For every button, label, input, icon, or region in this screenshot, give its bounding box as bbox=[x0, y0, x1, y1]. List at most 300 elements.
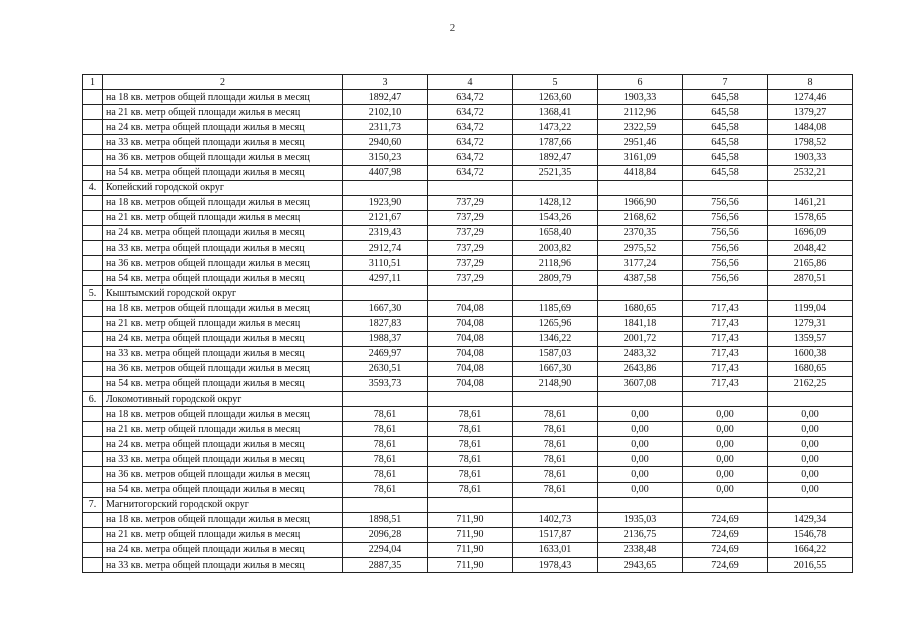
value-cell: 737,29 bbox=[428, 195, 513, 210]
value-cell: 737,29 bbox=[428, 271, 513, 286]
table-row bbox=[83, 195, 853, 210]
value-cell: 1359,57 bbox=[768, 331, 853, 346]
empty-cell bbox=[83, 467, 103, 482]
value-cell: 2148,90 bbox=[513, 376, 598, 391]
empty-cell bbox=[83, 241, 103, 256]
table-row bbox=[83, 482, 853, 497]
table-body bbox=[83, 90, 853, 573]
value-cell: 711,90 bbox=[428, 542, 513, 557]
row-label: на 18 кв. метров общей площади жилья в месяц bbox=[103, 512, 343, 527]
value-cell: 1428,12 bbox=[513, 195, 598, 210]
empty-cell bbox=[343, 391, 428, 406]
value-cell: 0,00 bbox=[683, 422, 768, 437]
table-row bbox=[83, 301, 853, 316]
empty-cell bbox=[428, 391, 513, 406]
section-row bbox=[83, 391, 853, 406]
value-cell: 0,00 bbox=[768, 422, 853, 437]
value-cell: 704,08 bbox=[428, 346, 513, 361]
value-cell: 1988,37 bbox=[343, 331, 428, 346]
value-cell: 1274,46 bbox=[768, 90, 853, 105]
value-cell: 2521,35 bbox=[513, 165, 598, 180]
empty-cell bbox=[598, 286, 683, 301]
value-cell: 2951,46 bbox=[598, 135, 683, 150]
value-cell: 704,08 bbox=[428, 301, 513, 316]
table-row bbox=[83, 105, 853, 120]
row-label: на 36 кв. метров общей площади жилья в месяц bbox=[103, 256, 343, 271]
row-label: на 33 кв. метра общей площади жилья в месяц bbox=[103, 558, 343, 573]
value-cell: 634,72 bbox=[428, 105, 513, 120]
header-cell: 2 bbox=[103, 75, 343, 90]
empty-cell bbox=[83, 165, 103, 180]
row-label: на 54 кв. метра общей площади жилья в месяц bbox=[103, 376, 343, 391]
value-cell: 78,61 bbox=[513, 467, 598, 482]
value-cell: 78,61 bbox=[428, 467, 513, 482]
value-cell: 2102,10 bbox=[343, 105, 428, 120]
empty-cell bbox=[83, 422, 103, 437]
value-cell: 2118,96 bbox=[513, 256, 598, 271]
value-cell: 78,61 bbox=[513, 482, 598, 497]
empty-cell bbox=[83, 210, 103, 225]
empty-cell bbox=[768, 391, 853, 406]
table-row bbox=[83, 346, 853, 361]
value-cell: 2048,42 bbox=[768, 241, 853, 256]
empty-cell bbox=[768, 180, 853, 195]
value-cell: 0,00 bbox=[768, 437, 853, 452]
table-row bbox=[83, 407, 853, 422]
value-cell: 1696,09 bbox=[768, 225, 853, 240]
value-cell: 1667,30 bbox=[513, 361, 598, 376]
value-cell: 78,61 bbox=[343, 482, 428, 497]
section-number: 7. bbox=[83, 497, 103, 512]
value-cell: 737,29 bbox=[428, 225, 513, 240]
table-row bbox=[83, 422, 853, 437]
section-row bbox=[83, 180, 853, 195]
empty-cell bbox=[683, 497, 768, 512]
value-cell: 756,56 bbox=[683, 225, 768, 240]
value-cell: 2322,59 bbox=[598, 120, 683, 135]
value-cell: 634,72 bbox=[428, 135, 513, 150]
value-cell: 78,61 bbox=[343, 422, 428, 437]
table-row bbox=[83, 90, 853, 105]
header-cell: 3 bbox=[343, 75, 428, 90]
value-cell: 78,61 bbox=[513, 452, 598, 467]
tariff-table bbox=[82, 74, 853, 573]
table-row bbox=[83, 120, 853, 135]
row-label: на 21 кв. метр общей площади жилья в месяц bbox=[103, 210, 343, 225]
value-cell: 1923,90 bbox=[343, 195, 428, 210]
value-cell: 1664,22 bbox=[768, 542, 853, 557]
value-cell: 737,29 bbox=[428, 210, 513, 225]
value-cell: 717,43 bbox=[683, 376, 768, 391]
value-cell: 1368,41 bbox=[513, 105, 598, 120]
value-cell: 1461,21 bbox=[768, 195, 853, 210]
empty-cell bbox=[83, 331, 103, 346]
empty-cell bbox=[83, 120, 103, 135]
row-label: на 36 кв. метров общей площади жилья в месяц bbox=[103, 467, 343, 482]
value-cell: 737,29 bbox=[428, 241, 513, 256]
table-row bbox=[83, 165, 853, 180]
row-label: на 36 кв. метров общей площади жилья в месяц bbox=[103, 150, 343, 165]
value-cell: 645,58 bbox=[683, 120, 768, 135]
value-cell: 645,58 bbox=[683, 105, 768, 120]
value-cell: 711,90 bbox=[428, 527, 513, 542]
value-cell: 2168,62 bbox=[598, 210, 683, 225]
value-cell: 1966,90 bbox=[598, 195, 683, 210]
value-cell: 711,90 bbox=[428, 558, 513, 573]
value-cell: 645,58 bbox=[683, 165, 768, 180]
empty-cell bbox=[83, 150, 103, 165]
empty-cell bbox=[513, 497, 598, 512]
value-cell: 634,72 bbox=[428, 165, 513, 180]
value-cell: 1658,40 bbox=[513, 225, 598, 240]
value-cell: 0,00 bbox=[598, 467, 683, 482]
value-cell: 704,08 bbox=[428, 361, 513, 376]
value-cell: 3110,51 bbox=[343, 256, 428, 271]
empty-cell bbox=[428, 497, 513, 512]
value-cell: 2912,74 bbox=[343, 241, 428, 256]
row-label: на 24 кв. метра общей площади жилья в месяц bbox=[103, 331, 343, 346]
section-number: 4. bbox=[83, 180, 103, 195]
value-cell: 0,00 bbox=[683, 437, 768, 452]
value-cell: 1667,30 bbox=[343, 301, 428, 316]
empty-cell bbox=[83, 361, 103, 376]
value-cell: 1827,83 bbox=[343, 316, 428, 331]
value-cell: 1546,78 bbox=[768, 527, 853, 542]
value-cell: 1600,38 bbox=[768, 346, 853, 361]
row-label: на 21 кв. метр общей площади жилья в месяц bbox=[103, 105, 343, 120]
table-row bbox=[83, 316, 853, 331]
value-cell: 2001,72 bbox=[598, 331, 683, 346]
value-cell: 1473,22 bbox=[513, 120, 598, 135]
empty-cell bbox=[83, 376, 103, 391]
value-cell: 2319,43 bbox=[343, 225, 428, 240]
section-name: Локомотивный городской округ bbox=[103, 391, 343, 406]
value-cell: 2162,25 bbox=[768, 376, 853, 391]
value-cell: 2003,82 bbox=[513, 241, 598, 256]
value-cell: 78,61 bbox=[428, 482, 513, 497]
empty-cell bbox=[428, 180, 513, 195]
row-label: на 24 кв. метра общей площади жилья в месяц bbox=[103, 437, 343, 452]
header-cell: 5 bbox=[513, 75, 598, 90]
value-cell: 0,00 bbox=[768, 407, 853, 422]
row-label: на 21 кв. метр общей площади жилья в месяц bbox=[103, 316, 343, 331]
empty-cell bbox=[83, 256, 103, 271]
empty-cell bbox=[83, 512, 103, 527]
table-row bbox=[83, 135, 853, 150]
value-cell: 78,61 bbox=[428, 437, 513, 452]
value-cell: 3177,24 bbox=[598, 256, 683, 271]
table-row bbox=[83, 512, 853, 527]
value-cell: 1935,03 bbox=[598, 512, 683, 527]
value-cell: 634,72 bbox=[428, 90, 513, 105]
table-row bbox=[83, 467, 853, 482]
empty-cell bbox=[83, 271, 103, 286]
value-cell: 756,56 bbox=[683, 241, 768, 256]
value-cell: 704,08 bbox=[428, 376, 513, 391]
empty-cell bbox=[83, 90, 103, 105]
row-label: на 24 кв. метра общей площади жилья в месяц bbox=[103, 120, 343, 135]
value-cell: 724,69 bbox=[683, 542, 768, 557]
value-cell: 1903,33 bbox=[768, 150, 853, 165]
empty-cell bbox=[513, 391, 598, 406]
empty-cell bbox=[428, 286, 513, 301]
value-cell: 711,90 bbox=[428, 512, 513, 527]
row-label: на 18 кв. метров общей площади жилья в месяц bbox=[103, 90, 343, 105]
table-row bbox=[83, 225, 853, 240]
value-cell: 756,56 bbox=[683, 256, 768, 271]
value-cell: 2870,51 bbox=[768, 271, 853, 286]
row-label: на 33 кв. метра общей площади жилья в месяц bbox=[103, 346, 343, 361]
value-cell: 756,56 bbox=[683, 210, 768, 225]
row-label: на 54 кв. метра общей площади жилья в месяц bbox=[103, 482, 343, 497]
row-label: на 21 кв. метр общей площади жилья в месяц bbox=[103, 422, 343, 437]
value-cell: 1898,51 bbox=[343, 512, 428, 527]
value-cell: 0,00 bbox=[683, 467, 768, 482]
table-row bbox=[83, 361, 853, 376]
value-cell: 1841,18 bbox=[598, 316, 683, 331]
value-cell: 717,43 bbox=[683, 316, 768, 331]
value-cell: 78,61 bbox=[513, 422, 598, 437]
value-cell: 1199,04 bbox=[768, 301, 853, 316]
value-cell: 717,43 bbox=[683, 331, 768, 346]
value-cell: 645,58 bbox=[683, 150, 768, 165]
value-cell: 0,00 bbox=[598, 482, 683, 497]
section-name: Кыштымский городской округ bbox=[103, 286, 343, 301]
table-row bbox=[83, 437, 853, 452]
section-row bbox=[83, 286, 853, 301]
value-cell: 756,56 bbox=[683, 195, 768, 210]
table-row bbox=[83, 150, 853, 165]
value-cell: 704,08 bbox=[428, 316, 513, 331]
value-cell: 0,00 bbox=[598, 452, 683, 467]
value-cell: 0,00 bbox=[683, 407, 768, 422]
value-cell: 1578,65 bbox=[768, 210, 853, 225]
value-cell: 1517,87 bbox=[513, 527, 598, 542]
empty-cell bbox=[83, 346, 103, 361]
empty-cell bbox=[343, 497, 428, 512]
table-row bbox=[83, 542, 853, 557]
row-label: на 36 кв. метров общей площади жилья в месяц bbox=[103, 361, 343, 376]
row-label: на 33 кв. метра общей площади жилья в месяц bbox=[103, 241, 343, 256]
table-row bbox=[83, 271, 853, 286]
value-cell: 78,61 bbox=[513, 407, 598, 422]
value-cell: 2311,73 bbox=[343, 120, 428, 135]
value-cell: 704,08 bbox=[428, 331, 513, 346]
value-cell: 1892,47 bbox=[513, 150, 598, 165]
value-cell: 1263,60 bbox=[513, 90, 598, 105]
row-label: на 18 кв. метров общей площади жилья в месяц bbox=[103, 407, 343, 422]
value-cell: 4387,58 bbox=[598, 271, 683, 286]
empty-cell bbox=[768, 497, 853, 512]
value-cell: 1680,65 bbox=[768, 361, 853, 376]
value-cell: 717,43 bbox=[683, 346, 768, 361]
table-row bbox=[83, 376, 853, 391]
row-label: на 54 кв. метра общей площади жилья в месяц bbox=[103, 165, 343, 180]
value-cell: 78,61 bbox=[343, 437, 428, 452]
empty-cell bbox=[83, 195, 103, 210]
value-cell: 717,43 bbox=[683, 301, 768, 316]
value-cell: 3593,73 bbox=[343, 376, 428, 391]
row-label: на 33 кв. метра общей площади жилья в месяц bbox=[103, 135, 343, 150]
value-cell: 1680,65 bbox=[598, 301, 683, 316]
section-name: Магнитогорский городской округ bbox=[103, 497, 343, 512]
value-cell: 4407,98 bbox=[343, 165, 428, 180]
value-cell: 4418,84 bbox=[598, 165, 683, 180]
value-cell: 0,00 bbox=[768, 482, 853, 497]
value-cell: 2469,97 bbox=[343, 346, 428, 361]
value-cell: 2887,35 bbox=[343, 558, 428, 573]
value-cell: 634,72 bbox=[428, 120, 513, 135]
header-cell: 4 bbox=[428, 75, 513, 90]
empty-cell bbox=[683, 391, 768, 406]
empty-cell bbox=[513, 180, 598, 195]
value-cell: 724,69 bbox=[683, 527, 768, 542]
value-cell: 737,29 bbox=[428, 256, 513, 271]
empty-cell bbox=[83, 558, 103, 573]
empty-cell bbox=[83, 452, 103, 467]
empty-cell bbox=[83, 527, 103, 542]
row-label: на 54 кв. метра общей площади жилья в месяц bbox=[103, 271, 343, 286]
value-cell: 1587,03 bbox=[513, 346, 598, 361]
table-row bbox=[83, 558, 853, 573]
value-cell: 2940,60 bbox=[343, 135, 428, 150]
value-cell: 1978,43 bbox=[513, 558, 598, 573]
empty-cell bbox=[598, 180, 683, 195]
table-row bbox=[83, 256, 853, 271]
value-cell: 78,61 bbox=[343, 467, 428, 482]
empty-cell bbox=[83, 316, 103, 331]
value-cell: 2809,79 bbox=[513, 271, 598, 286]
value-cell: 78,61 bbox=[428, 407, 513, 422]
empty-cell bbox=[768, 286, 853, 301]
empty-cell bbox=[83, 225, 103, 240]
value-cell: 645,58 bbox=[683, 135, 768, 150]
value-cell: 2294,04 bbox=[343, 542, 428, 557]
value-cell: 756,56 bbox=[683, 271, 768, 286]
empty-cell bbox=[83, 437, 103, 452]
table-row bbox=[83, 331, 853, 346]
empty-cell bbox=[83, 542, 103, 557]
value-cell: 1543,26 bbox=[513, 210, 598, 225]
value-cell: 717,43 bbox=[683, 361, 768, 376]
empty-cell bbox=[343, 180, 428, 195]
row-label: на 18 кв. метров общей площади жилья в месяц bbox=[103, 301, 343, 316]
section-number: 5. bbox=[83, 286, 103, 301]
table-row bbox=[83, 527, 853, 542]
value-cell: 1185,69 bbox=[513, 301, 598, 316]
value-cell: 724,69 bbox=[683, 512, 768, 527]
value-cell: 2165,86 bbox=[768, 256, 853, 271]
header-cell: 7 bbox=[683, 75, 768, 90]
value-cell: 1903,33 bbox=[598, 90, 683, 105]
value-cell: 0,00 bbox=[598, 422, 683, 437]
value-cell: 724,69 bbox=[683, 558, 768, 573]
table-row bbox=[83, 210, 853, 225]
section-row bbox=[83, 497, 853, 512]
row-label: на 24 кв. метра общей площади жилья в месяц bbox=[103, 542, 343, 557]
value-cell: 2016,55 bbox=[768, 558, 853, 573]
value-cell: 1484,08 bbox=[768, 120, 853, 135]
value-cell: 78,61 bbox=[513, 437, 598, 452]
value-cell: 3161,09 bbox=[598, 150, 683, 165]
value-cell: 78,61 bbox=[428, 422, 513, 437]
table-row bbox=[83, 241, 853, 256]
value-cell: 1379,27 bbox=[768, 105, 853, 120]
empty-cell bbox=[683, 286, 768, 301]
empty-cell bbox=[598, 497, 683, 512]
value-cell: 78,61 bbox=[343, 452, 428, 467]
value-cell: 2975,52 bbox=[598, 241, 683, 256]
empty-cell bbox=[83, 482, 103, 497]
value-cell: 2630,51 bbox=[343, 361, 428, 376]
value-cell: 1798,52 bbox=[768, 135, 853, 150]
value-cell: 78,61 bbox=[343, 407, 428, 422]
value-cell: 78,61 bbox=[428, 452, 513, 467]
value-cell: 3607,08 bbox=[598, 376, 683, 391]
value-cell: 1429,34 bbox=[768, 512, 853, 527]
value-cell: 1279,31 bbox=[768, 316, 853, 331]
section-name: Копейский городской округ bbox=[103, 180, 343, 195]
value-cell: 2370,35 bbox=[598, 225, 683, 240]
value-cell: 1633,01 bbox=[513, 542, 598, 557]
value-cell: 0,00 bbox=[683, 452, 768, 467]
value-cell: 2112,96 bbox=[598, 105, 683, 120]
value-cell: 2136,75 bbox=[598, 527, 683, 542]
value-cell: 2096,28 bbox=[343, 527, 428, 542]
row-label: на 33 кв. метра общей площади жилья в месяц bbox=[103, 452, 343, 467]
value-cell: 1892,47 bbox=[343, 90, 428, 105]
table-row bbox=[83, 452, 853, 467]
empty-cell bbox=[83, 135, 103, 150]
value-cell: 1402,73 bbox=[513, 512, 598, 527]
value-cell: 0,00 bbox=[598, 407, 683, 422]
value-cell: 0,00 bbox=[598, 437, 683, 452]
table-header-row bbox=[83, 75, 853, 90]
value-cell: 2943,65 bbox=[598, 558, 683, 573]
value-cell: 2643,86 bbox=[598, 361, 683, 376]
empty-cell bbox=[83, 301, 103, 316]
row-label: на 24 кв. метра общей площади жилья в месяц bbox=[103, 225, 343, 240]
empty-cell bbox=[83, 407, 103, 422]
header-cell: 1 bbox=[83, 75, 103, 90]
page-number: 2 bbox=[449, 22, 456, 34]
value-cell: 0,00 bbox=[768, 452, 853, 467]
empty-cell bbox=[343, 286, 428, 301]
empty-cell bbox=[83, 105, 103, 120]
value-cell: 645,58 bbox=[683, 90, 768, 105]
row-label: на 21 кв. метр общей площади жилья в месяц bbox=[103, 527, 343, 542]
value-cell: 3150,23 bbox=[343, 150, 428, 165]
value-cell: 1787,66 bbox=[513, 135, 598, 150]
value-cell: 634,72 bbox=[428, 150, 513, 165]
header-cell: 8 bbox=[768, 75, 853, 90]
empty-cell bbox=[513, 286, 598, 301]
row-label: на 18 кв. метров общей площади жилья в месяц bbox=[103, 195, 343, 210]
empty-cell bbox=[598, 391, 683, 406]
value-cell: 2532,21 bbox=[768, 165, 853, 180]
value-cell: 4297,11 bbox=[343, 271, 428, 286]
section-number: 6. bbox=[83, 391, 103, 406]
value-cell: 1346,22 bbox=[513, 331, 598, 346]
value-cell: 2338,48 bbox=[598, 542, 683, 557]
value-cell: 0,00 bbox=[683, 482, 768, 497]
empty-cell bbox=[683, 180, 768, 195]
header-cell: 6 bbox=[598, 75, 683, 90]
value-cell: 2121,67 bbox=[343, 210, 428, 225]
value-cell: 2483,32 bbox=[598, 346, 683, 361]
value-cell: 1265,96 bbox=[513, 316, 598, 331]
value-cell: 0,00 bbox=[768, 467, 853, 482]
